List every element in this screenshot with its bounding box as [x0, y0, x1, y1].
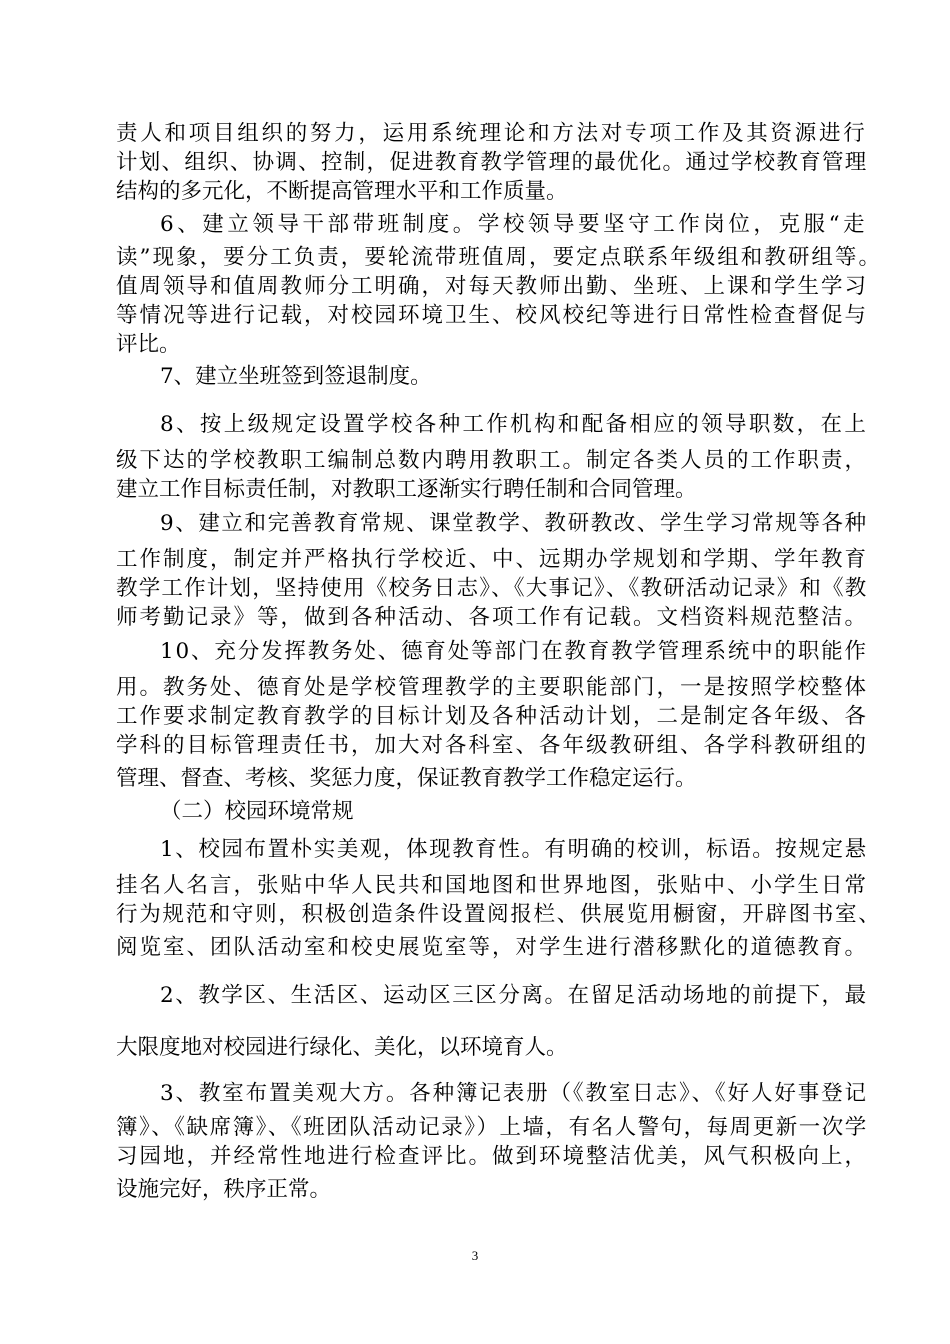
text-line: 7、建立坐班签到签退制度。	[160, 364, 432, 389]
text-line: 设施完好，秩序正常。	[116, 1177, 332, 1202]
text-line: 建立工作目标责任制，对教职工逐渐实行聘任制和合同管理。	[116, 477, 697, 502]
text-line: 学科的目标管理责任书，加大对各科室、各年级教研组、各学科教研组的	[116, 733, 869, 758]
text-line: 阅览室、团队活动室和校史展览室等，对学生进行潜移默化的道德教育。	[116, 935, 869, 960]
text-line: 管理、督查、考核、奖惩力度，保证教育教学工作稳定运行。	[116, 766, 697, 791]
text-line: 习园地，并经常性地进行检查评比。做到环境整洁优美，风气积极向上，	[116, 1144, 869, 1169]
text-line: 责人和项目组织的努力，运用系统理论和方法对专项工作及其资源进行	[116, 121, 868, 146]
text-line: 簿》、《缺席簿》、《班团队活动记录》）上墙，有名人警句，每周更新一次学	[116, 1115, 868, 1140]
text-line: 10、充分发挥教务处、德育处等部门在教育教学管理系统中的职能作	[160, 639, 868, 664]
text-line: 用。教务处、德育处是学校管理教学的主要职能部门，一是按照学校整体	[116, 675, 869, 700]
text-line: 师考勤记录》等，做到各种活动、各项工作有记载。文档资料规范整洁。	[116, 605, 869, 630]
text-line: 9、建立和完善教育常规、课堂教学、教研教改、学生学习常规等各种	[160, 511, 868, 536]
text-line: 等情况等进行记载，对校园环境卫生、校风校纪等进行日常性检查督促与	[116, 303, 869, 328]
text-line: 计划、组织、协调、控制，促进教育教学管理的最优化。通过学校教育管理	[116, 150, 868, 175]
text-line: 3、教室布置美观大方。各种簿记表册（《教室日志》、《好人好事登记	[160, 1081, 868, 1106]
text-line: 工作制度，制定并严格执行学校近、中、远期办学规划和学期、学年教育	[116, 547, 869, 572]
text-line: 级下达的学校教职工编制总数内聘用教职工。制定各类人员的工作职责，	[116, 448, 869, 473]
text-line: 行为规范和守则，积极创造条件设置阅报栏、供展览用橱窗，开辟图书室、	[116, 902, 882, 927]
text-line: 大限度地对校园进行绿化、美化，以环境育人。	[116, 1035, 568, 1060]
page-number: 3	[471, 1248, 479, 1263]
text-line: 8、按上级规定设置学校各种工作机构和配备相应的领导职数，在上	[160, 412, 869, 437]
text-line: 2、教学区、生活区、运动区三区分离。在留足活动场地的前提下，最	[160, 983, 868, 1008]
text-line: 读”现象，要分工负责，要轮流带班值周，要定点联系年级组和教研组等。	[116, 245, 882, 270]
text-line: 教学工作计划，坚持使用《校务日志》、《大事记》、《教研活动记录》和《教	[116, 576, 868, 601]
section-heading: （二）校园环境常规	[160, 799, 354, 824]
text-line: 1、校园布置朴实美观，体现教育性。有明确的校训，标语。按规定悬	[160, 837, 868, 862]
text-line: 6、建立领导干部带班制度。学校领导要坚守工作岗位，克服“走	[160, 212, 869, 237]
text-line: 工作要求制定教育教学的目标计划及各种活动计划，二是制定各年级、各	[116, 704, 869, 729]
text-line: 挂名人名言，张贴中华人民共和国地图和世界地图，张贴中、小学生日常	[116, 873, 869, 898]
text-line: 评比。	[116, 332, 181, 357]
text-line: 值周领导和值周教师分工明确，对每天教师出勤、坐班、上课和学生学习	[116, 274, 869, 299]
text-line: 结构的多元化，不断提高管理水平和工作质量。	[116, 179, 568, 204]
